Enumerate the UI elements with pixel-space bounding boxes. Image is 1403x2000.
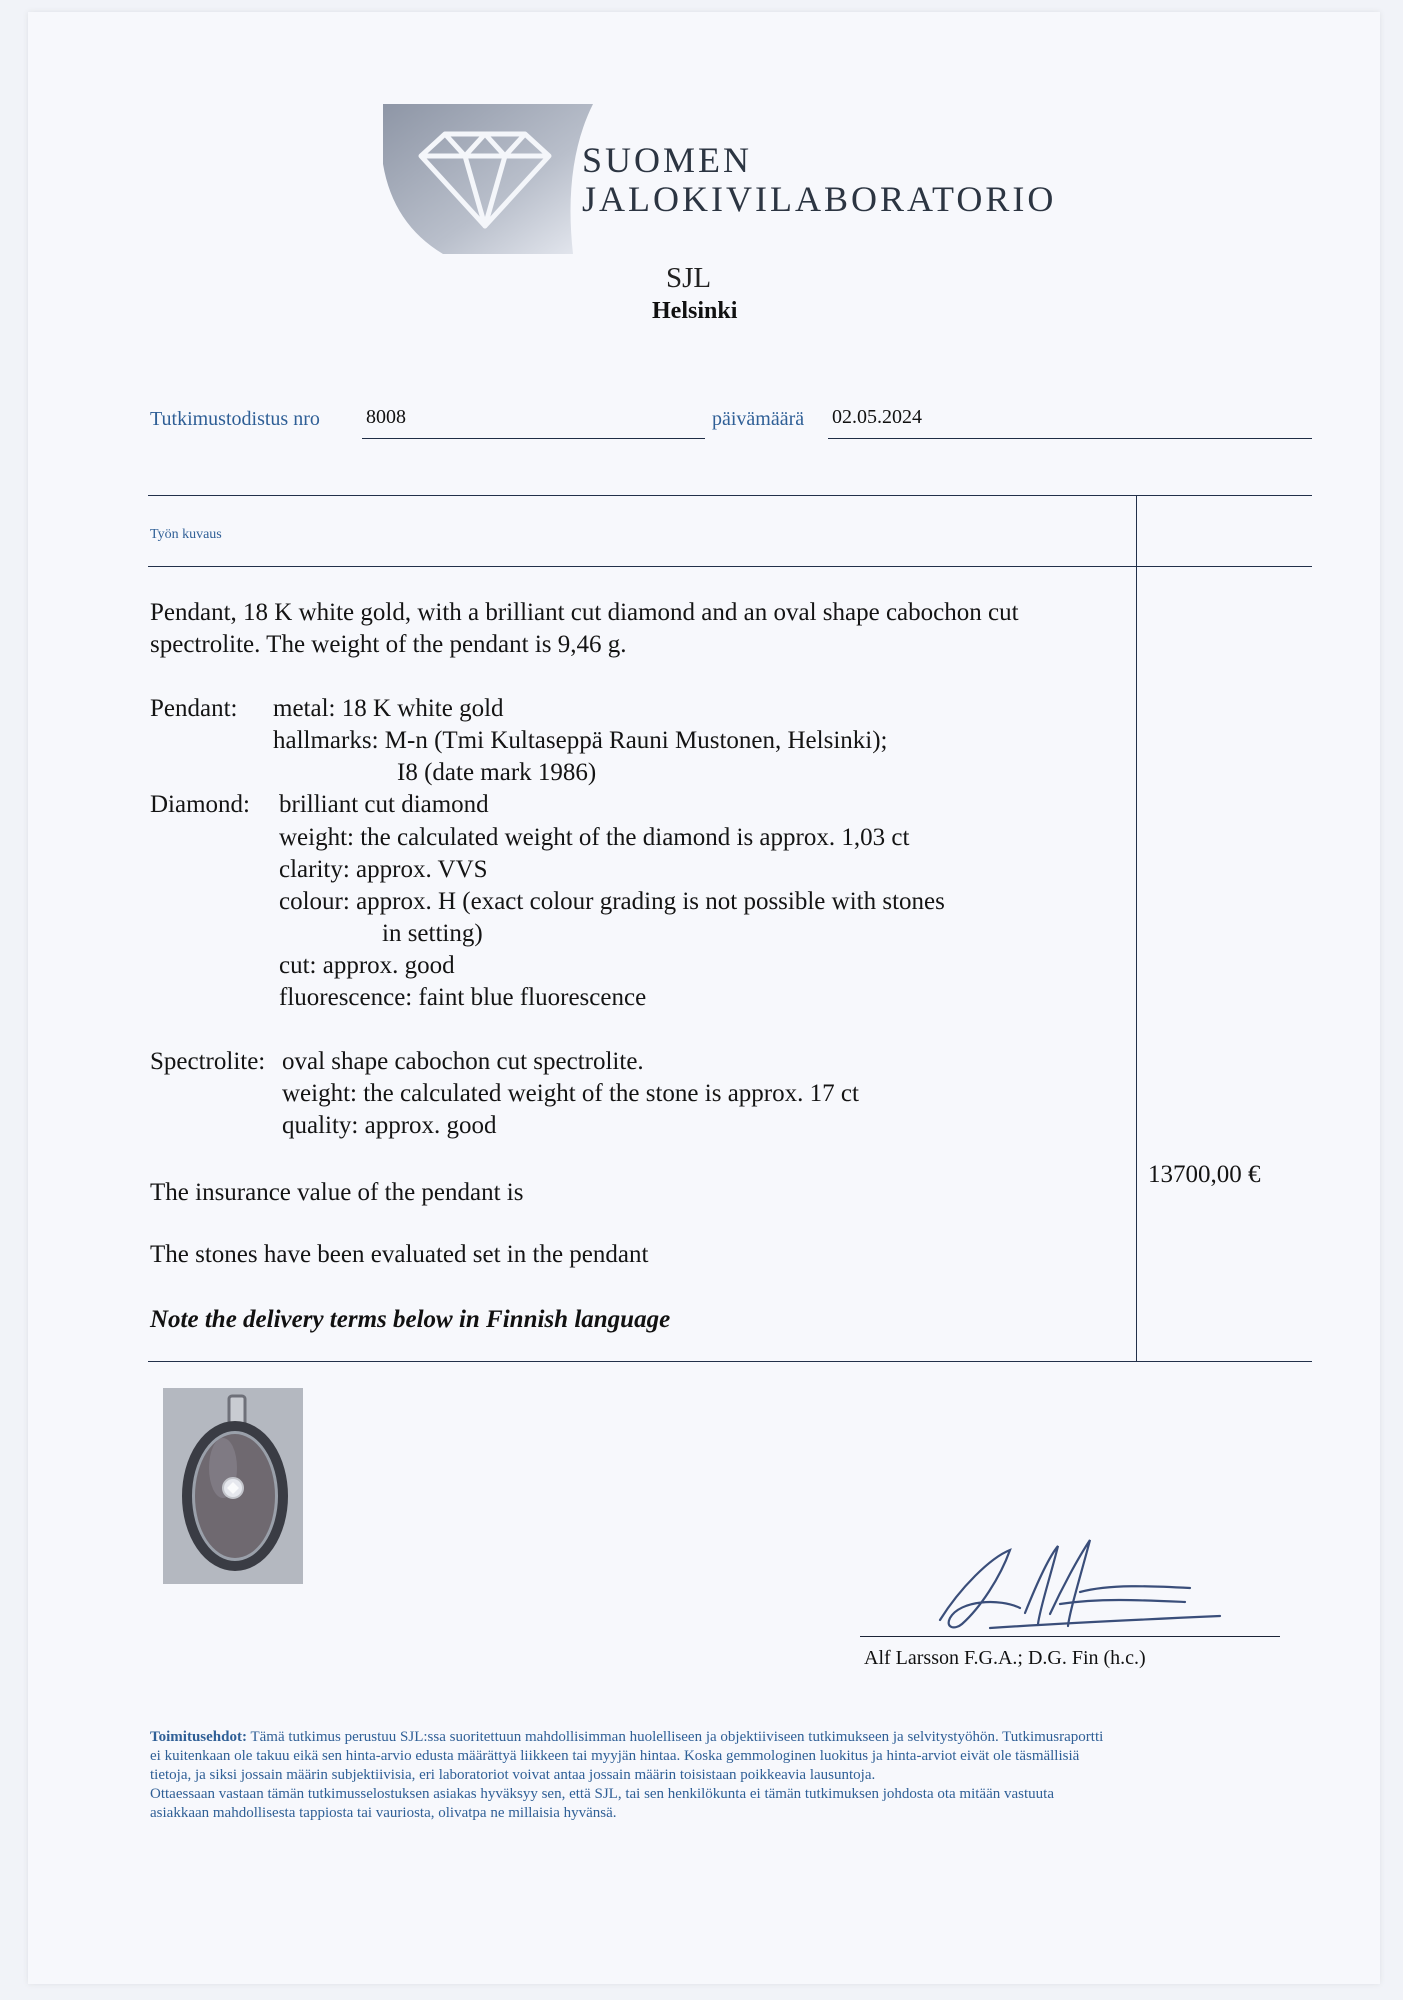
pendant-photo — [163, 1388, 303, 1584]
certificate-number: 8008 — [366, 406, 406, 428]
insurance-text: The insurance value of the pendant is — [150, 1179, 524, 1206]
diamond-weight: weight: the calculated weight of the diamond is approx. 1,03 ct — [279, 824, 910, 851]
delivery-terms — [150, 1728, 1280, 1823]
table-top-rule — [148, 495, 1312, 496]
diamond-logo-icon — [383, 104, 603, 254]
certificate-number-label: Tutkimustodistus nro — [150, 408, 320, 430]
description-label: Työn kuvaus — [150, 527, 222, 542]
certificate-number-underline — [362, 438, 705, 439]
diamond-fluorescence: fluorescence: faint blue fluorescence — [279, 984, 647, 1011]
terms-line-3: tietoja, ja siksi jossain määrin subjektiivisia, eri laboratoriot voivat antaa jossain määrin toisistaan poikkeavia lausuntoja. — [150, 1767, 876, 1783]
pendant-hallmarks: hallmarks: M-n (Tmi Kultaseppä Rauni Mustonen, Helsinki); — [273, 727, 888, 754]
lab-city: Helsinki — [652, 298, 738, 324]
terms-label: Toimitusehdot: — [150, 1729, 247, 1745]
signature-line — [860, 1636, 1280, 1637]
pendant-label: Pendant: — [150, 695, 238, 722]
lab-name-line1: SUOMEN — [582, 140, 753, 180]
table-column-divider — [1136, 495, 1137, 1361]
evaluated-text: The stones have been evaluated set in the pendant — [150, 1241, 649, 1268]
diamond-clarity: clarity: approx. VVS — [279, 856, 488, 883]
signature-mark — [930, 1528, 1230, 1648]
table-header-rule — [148, 566, 1312, 567]
diamond-cut-type: brilliant cut diamond — [279, 791, 489, 818]
diamond-colour: colour: approx. H (exact colour grading is not possible with stones — [279, 888, 945, 915]
delivery-terms-note: Note the delivery terms below in Finnish language — [150, 1306, 671, 1333]
terms-line-5: asiakkaan mahdollisesta tappiosta tai vauriosta, olivatpa ne millaisia hyvänsä. — [150, 1805, 617, 1821]
diamond-cut: cut: approx. good — [279, 952, 455, 979]
intro-line-2: spectrolite. The weight of the pendant is 9,46 g. — [150, 631, 627, 658]
terms-line-2: ei kuitenkaan ole takuu eikä sen hinta-arvio edusta määrättyä liikkeen tai myyjän hintaa. Koska gemmologinen luokitus ja hinta-arviot eivät ole täsmällisiä — [150, 1748, 1080, 1764]
terms-line-1 — [150, 1728, 1280, 1747]
lab-abbreviation: SJL — [666, 262, 712, 294]
diamond-colour-cont: in setting) — [382, 920, 483, 947]
insurance-value: 13700,00 € — [1148, 1161, 1261, 1188]
certificate-date: 02.05.2024 — [832, 406, 922, 428]
intro-line-1: Pendant, 18 K white gold, with a brilliant cut diamond and an oval shape cabochon cut — [150, 599, 1019, 626]
terms-line-1-text: Tämä tutkimus perustuu SJL:ssa suoritettuun mahdollisimman huolelliseen ja objektiiviseen tutkimukseen ja selvitystyöhön. Tutkimusraportti — [250, 1729, 1104, 1745]
spectrolite-weight: weight: the calculated weight of the stone is approx. 17 ct — [282, 1080, 859, 1107]
lab-name-line2: JALOKIVILABORATORIO — [582, 179, 1057, 219]
terms-line-4: Ottaessaan vastaan tämän tutkimusselostuksen asiakas hyväksyy sen, että SJL, tai sen henkilökunta ei tämän tutkimuksen johdosta ota mitään vastuuta — [150, 1786, 1054, 1802]
signatory-name: Alf Larsson F.G.A.; D.G. Fin (h.c.) — [864, 1647, 1146, 1669]
spectrolite-quality: quality: approx. good — [282, 1112, 497, 1139]
pendant-metal: metal: 18 K white gold — [273, 695, 504, 722]
table-bottom-rule — [148, 1361, 1312, 1362]
spectrolite-label: Spectrolite: — [150, 1048, 266, 1075]
spectrolite-type: oval shape cabochon cut spectrolite. — [282, 1048, 644, 1075]
pendant-datemark: I8 (date mark 1986) — [397, 759, 597, 786]
date-underline — [828, 438, 1312, 439]
date-label: päivämäärä — [712, 408, 805, 430]
diamond-label: Diamond: — [150, 791, 250, 818]
